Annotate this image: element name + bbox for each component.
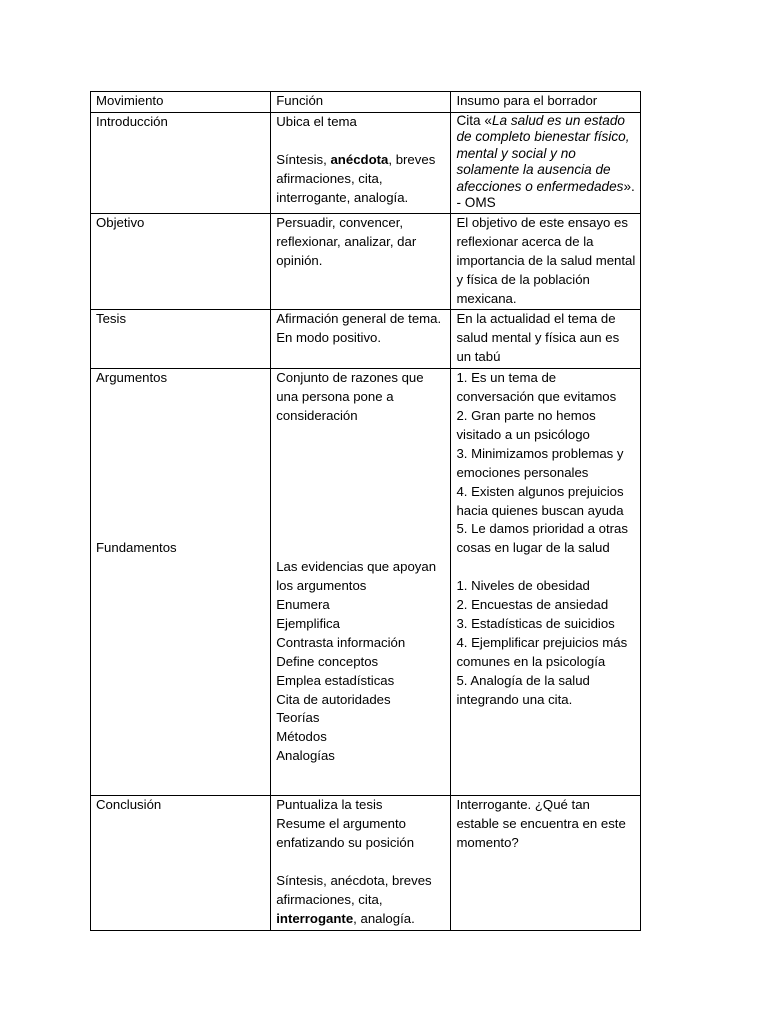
cell-movimiento-introduccion: Introducción (91, 112, 271, 213)
funcion-intro-bold: anécdota (330, 151, 389, 167)
funcion-conclusion-pre: Síntesis, anécdota, breves afirmaciones, cita, (276, 872, 432, 907)
insumo-intro-quote: La salud es un estado de completo bienestar físico, mental y social y no solamente la ausencia de afecciones o enfermedades (456, 112, 630, 194)
fundamentos-funcion-0: Las evidencias que apoyan los argumentos (276, 559, 437, 594)
fundamentos-funcion-7: Teorías (276, 710, 320, 726)
spacer (276, 853, 446, 872)
cell-funcion-conclusion (271, 796, 451, 931)
insumo-intro-prefix: Cita « (456, 112, 492, 128)
essay-structure-table (90, 91, 641, 931)
fundamentos-funcion-4: Define conceptos (276, 653, 379, 669)
funcion-conclusion-line1: Puntualiza la tesis (276, 797, 383, 813)
cell-movimiento-tesis: Tesis (91, 310, 271, 369)
fundamentos-funcion-1: Enumera (276, 596, 330, 612)
spacer (276, 426, 446, 558)
funcion-conclusion-line2: Resume el argumento enfatizando su posición (276, 816, 415, 850)
spacer (456, 558, 636, 577)
insumo-argumento-3: 4. Existen algunos prejuicios hacia quienes buscan ayuda (456, 483, 624, 518)
insumo-fundamento-3: 4. Ejemplificar prejuicios más comunes en la psicología (456, 634, 628, 669)
funcion-intro-line1: Ubica el tema (276, 113, 357, 129)
funcion-conclusion-bold: interrogante (276, 910, 354, 926)
funcion-intro-pre: Síntesis, (276, 151, 331, 167)
spacer (96, 388, 266, 539)
cell-movimiento-conclusion: Conclusión (91, 796, 271, 931)
header-funcion: Función (271, 92, 451, 113)
insumo-argumento-0: 1. Es un tema de conversación que evitamos (456, 370, 617, 405)
table-row-conclusion (91, 796, 641, 931)
header-insumo: Insumo para el borrador (451, 92, 641, 113)
cell-insumo-objetivo: El objetivo de este ensayo es reflexionar acerca de la importancia de la salud mental y física de la población mexicana. (451, 213, 641, 310)
cell-movimiento-argumentos (91, 369, 271, 796)
table-header-row (91, 92, 641, 113)
fundamentos-funcion-2: Ejemplifica (276, 615, 340, 631)
cell-funcion-argumentos (271, 369, 451, 796)
cell-funcion-introduccion (271, 112, 451, 213)
insumo-fundamento-4: 5. Analogía de la salud integrando una cita. (456, 672, 590, 707)
insumo-fundamento-0: 1. Niveles de obesidad (456, 578, 590, 594)
table-row-tesis (91, 310, 641, 369)
cell-movimiento-objetivo: Objetivo (91, 213, 271, 310)
insumo-fundamento-2: 3. Estadísticas de suicidios (456, 615, 615, 631)
insumo-intro-quote-block (456, 113, 636, 212)
cell-insumo-tesis: En la actualidad el tema de salud mental y física aun es un tabú (451, 310, 641, 369)
insumo-intro-suffix: ». - OMS (456, 178, 635, 211)
cell-funcion-objetivo: Persuadir, convencer, reflexionar, analizar, dar opinión. (271, 213, 451, 310)
insumo-fundamento-1: 2. Encuestas de ansiedad (456, 597, 609, 613)
movimiento-argumentos: Argumentos (96, 370, 168, 386)
insumo-argumento-2: 3. Minimizamos problemas y emociones personales (456, 445, 624, 480)
fundamentos-funcion-6: Cita de autoridades (276, 691, 391, 707)
insumo-argumento-4: 5. Le damos prioridad a otras cosas en lugar de la salud (456, 521, 628, 556)
cell-insumo-introduccion (451, 112, 641, 213)
table-row-objetivo (91, 213, 641, 310)
header-movimiento: Movimiento (91, 92, 271, 113)
cell-funcion-tesis: Afirmación general de tema. En modo positivo. (271, 310, 451, 369)
funcion-argumentos: Conjunto de razones que una persona pone a consideración (276, 370, 424, 423)
fundamentos-funcion-9: Analogías (276, 748, 335, 764)
spacer (276, 132, 446, 151)
table-row-argumentos (91, 369, 641, 796)
fundamentos-funcion-5: Emplea estadísticas (276, 672, 395, 688)
fundamentos-funcion-8: Métodos (276, 729, 327, 745)
cell-insumo-conclusion: Interrogante. ¿Qué tan estable se encuentra en este momento? (451, 796, 641, 931)
funcion-conclusion-post: , analogía. (353, 910, 415, 926)
funcion-intro-post: , breves afirmaciones, cita, interrogante, analogía. (276, 151, 436, 205)
insumo-argumento-1: 2. Gran parte no hemos visitado a un psicólogo (456, 407, 596, 442)
table-row-introduccion (91, 112, 641, 213)
movimiento-fundamentos: Fundamentos (96, 540, 177, 556)
fundamentos-funcion-3: Contrasta información (276, 634, 406, 650)
cell-insumo-argumentos (451, 369, 641, 796)
